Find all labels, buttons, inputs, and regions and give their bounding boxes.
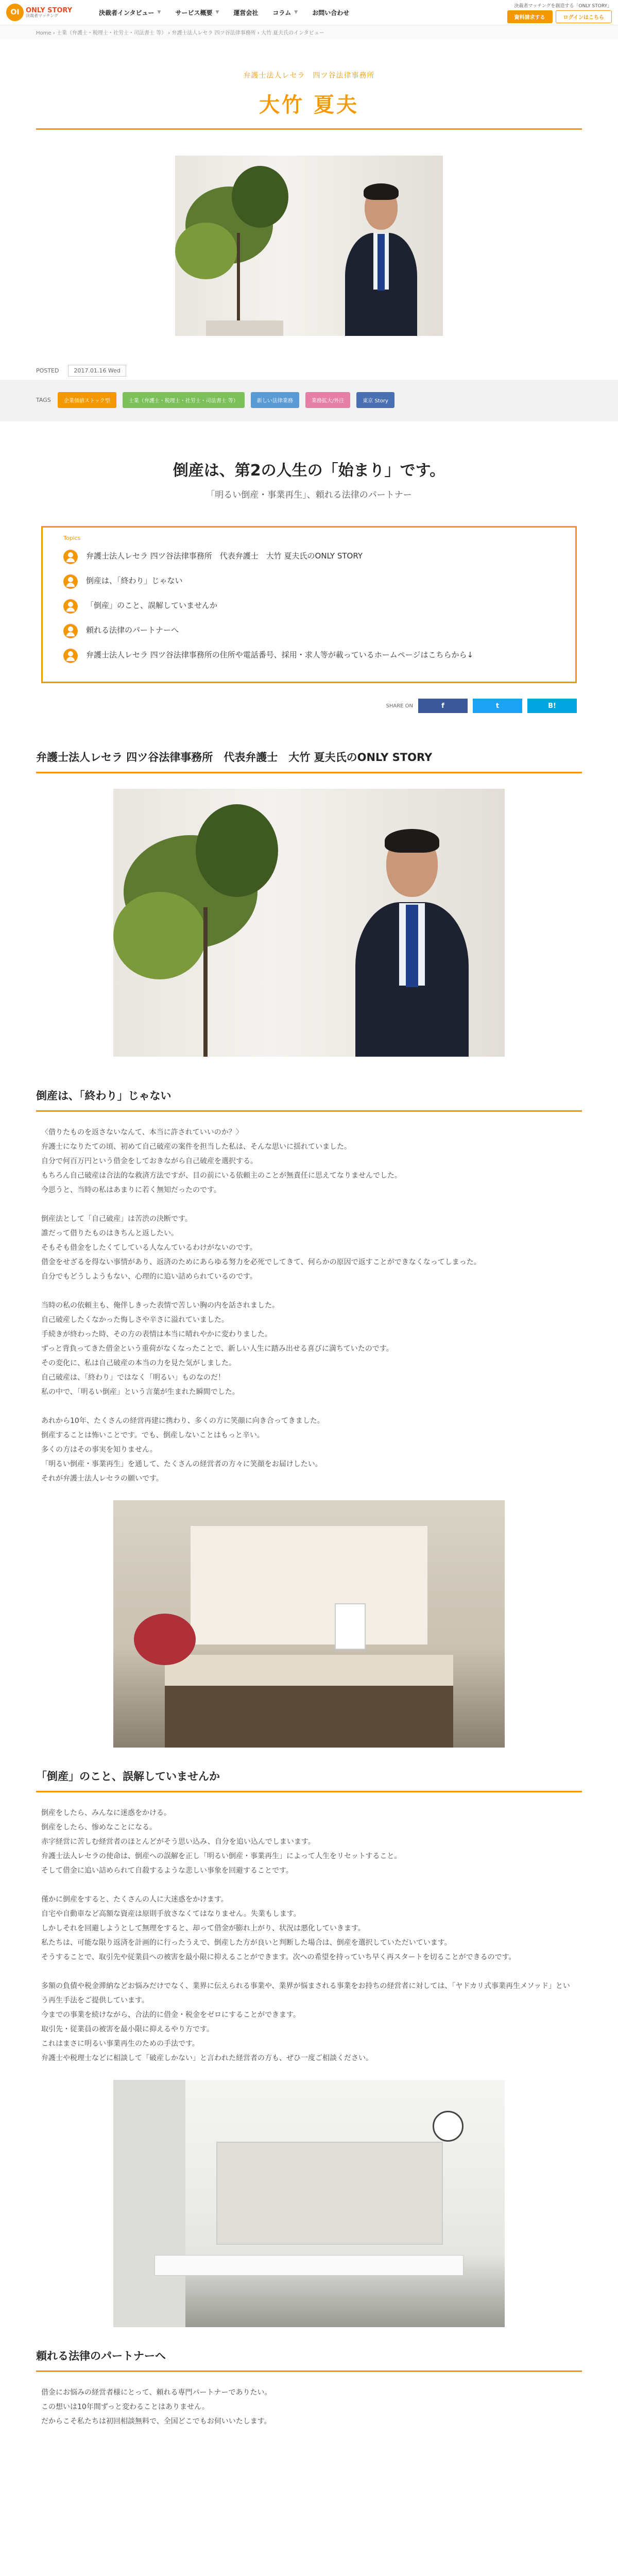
login-button[interactable]: ログインはこちら (556, 10, 612, 23)
tag[interactable]: 業務拡大/外注 (305, 392, 350, 408)
person-icon (63, 649, 78, 663)
portrait-photo-2 (113, 789, 505, 1057)
room-shelf (216, 2142, 443, 2245)
nav-label: 決裁者インタビュー (99, 9, 154, 16)
paragraph: 借金にお悩みの経営者様にとって、頼れる専門パートナーでありたい。 この想いは10年間ずっと変わることはありません。 だからこそ私たちは初回相談無料で、全国どこでもお伺いいたします。 (41, 2388, 272, 2426)
main-nav (99, 8, 349, 17)
header-buttons (507, 10, 612, 23)
hatena-share-button[interactable]: B! (527, 699, 577, 713)
tag[interactable]: 士業（弁護士・税理士・社労士・司法書士 等） (123, 392, 245, 408)
reception-base (165, 1686, 453, 1748)
nav-label: コラム (272, 9, 291, 16)
section-body (41, 2385, 577, 2429)
intro (0, 421, 618, 513)
section-heading: 「倒産」のこと、誤解していませんか (36, 1768, 582, 1792)
paragraph: 〈借りたものを返さないなんて、本当に許されていいのか？〉 弁護士になりたての頃、初めて自己破産の案件を担当した私は、そんな思いに揺れていました。 自分で何百万円という借金をしておきながら自己破産を選択する。 もちろん自己破産は合法的な救済方法ですが、目の前にいる依頼主のことが無責任に思えてなりませんでした。 今思うと、当時の私はあまりに若く無知だったのです。 (41, 1128, 402, 1194)
firm-name: 弁護士法人レセラ 四ツ谷法律事務所 (243, 72, 375, 80)
twitter-share-button[interactable]: t (473, 699, 522, 713)
tags-label: TAGS (36, 397, 51, 403)
chevron-down-icon: ▼ (294, 10, 298, 15)
plant-image (232, 166, 288, 228)
person-tie (406, 905, 418, 987)
room-table (154, 2255, 464, 2276)
nav-item-contact[interactable] (312, 8, 349, 17)
paragraph: あれから10年、たくさんの経営再建に携わり、多くの方に笑顔に向き合ってきました。 倒産することは怖いことです。でも、倒産しないことはもっと辛い。 多くの方はその事実を知りません。 「明るい倒産・事業再生」を通して、たくさんの経営者の方々に笑顔をお届けしたい。 それが弁護士法人レセラの願いです。 (41, 1417, 324, 1483)
intro-title: 倒産は、第2の人生の「始まり」です。 (173, 462, 445, 480)
header-tagline: 決裁者マッチングを創造する「ONLY STORY」 (514, 3, 612, 9)
person-hair (385, 829, 439, 853)
tags-band (0, 380, 618, 421)
toc-item-text: 「倒産」のこと、誤解していませんか (86, 601, 218, 610)
paragraph: 僅かに倒産をすると、たくさんの人に大迷惑をかけます。 自宅や自動車など高額な資産は原則手放さなくてはなりません。失業もします。 しかしそれを回避しようとして無理をすると、却って借金が膨れ上がり、状況は悪化していきます。 私たちは、可能な限り返済を計画的に行ったうえで、倒産した方が良いと判断した場合は、倒産を選択していただいています。 そうすることで、取引先や従業員への被害を最小限に抑えることができます。次への希望を持っていち早く再スタートを切ることができるのです。 (41, 1895, 516, 1961)
plant-pot (206, 320, 283, 336)
title-underline (36, 128, 582, 130)
clock-icon (433, 2111, 464, 2142)
breadcrumb[interactable]: Home › 士業（弁護士・税理士・社労士・司法書士 等） › 弁護士法人レセラ 四ツ谷法律事務所 › 大竹 夏夫氏のインタビュー (0, 25, 618, 39)
intro-subtitle: 「明るい倒産・事業再生」、頼れる法律のパートナー (206, 490, 412, 500)
share-label: SHARE ON (386, 703, 413, 709)
table-of-contents (41, 526, 577, 683)
toc-item[interactable] (63, 569, 555, 594)
reception-photo (113, 1500, 505, 1748)
share-bar (41, 699, 577, 713)
toc-item-text: 弁護士法人レセラ 四ツ谷法律事務所の住所や電話番号、採用・求人等が載っているホームページはこちらから↓ (86, 650, 474, 659)
section-body (41, 1806, 577, 2065)
facebook-share-button[interactable]: f (418, 699, 468, 713)
nav-item-interviews[interactable] (99, 8, 161, 17)
flower-image (134, 1614, 196, 1665)
page-title: 大竹 夏夫 (259, 93, 359, 117)
logo-name: ONLY STORY (26, 6, 73, 14)
interview-hero (0, 39, 618, 150)
paragraph: 倒産法として「自己破産」は苦渋の決断です。 誰だって借りたものはきちんと返したい。 そもそも借金をしたくてしている人なんているわけがないのです。 借金をせざるを得ない事情があり、返済のためにあらゆる努力を必死でしてきて、何らかの原因で返すことができなくなってしまった。 自分でもどうしようもない、心理的に追い詰められているのです。 (41, 1215, 481, 1281)
portrait-photo (175, 156, 443, 336)
person-icon (63, 599, 78, 614)
toc-item[interactable] (63, 619, 555, 643)
reception-wall (191, 1526, 427, 1645)
request-docs-button[interactable]: 資料請求する (507, 10, 553, 23)
post-meta (0, 365, 618, 377)
toc-label: Topics (63, 535, 81, 541)
frame (335, 1603, 366, 1650)
paragraph: 当時の私の依頼主も、俺伴しきった表情で苦しい胸の内を話されました。 自己破産したくなかった悔しさや辛さに溢れていました。 手続きが終わった時、その方の表情は本当に晴れやかに変わりました。 ずっと背負ってきた借金という重荷がなくなったことで、新しい人生に踏み出せる喜びに満ちていたのです。 その変化に、私は自己破産の本当の力を見た気がしました。 自己破産は、「終わり」ではなく「明るい」ものなのだ！ 私の中で、「明るい倒産」という言葉が生まれた瞬間でした。 (41, 1301, 393, 1396)
meeting-room-photo (113, 2080, 505, 2327)
nav-label: 運営会社 (233, 9, 259, 16)
section-body (41, 1125, 577, 1486)
tag[interactable]: 東京 Story (356, 392, 394, 408)
tag[interactable]: 新しい法律業務 (251, 392, 299, 408)
nav-item-company[interactable] (233, 8, 258, 17)
chevron-down-icon: ▼ (157, 10, 161, 15)
nav-item-column[interactable] (272, 8, 298, 17)
chevron-down-icon: ▼ (215, 10, 219, 15)
plant-image (196, 804, 278, 897)
person-icon (63, 574, 78, 589)
person-hair (364, 183, 399, 200)
section-heading: 倒産は、「終わり」じゃない (36, 1088, 582, 1112)
paragraph: 多額の負債や税金滞納などお悩みだけでなく、業界に伝えられる事業や、業界が悩まされる事業をお持ちの経営者に対しては、「ヤドカリ式事業再生メソッド」という再生手法をご提供しています。 今までの事業を続けながら、合法的に借金・税金をゼロにすることができます。 取引先・従業員の被害を最小限に抑えるやり方です。 これはまさに明るい事業再生のための手法です。 弁護士や税理士などに相談して「破産しかない」と言われた経営者の方も、ぜひ一度ご相談ください。 (41, 1982, 570, 2062)
toc-item[interactable] (63, 545, 555, 569)
toc-item-text: 弁護士法人レセラ 四ツ谷法律事務所 代表弁護士 大竹 夏夫氏のONLY STORY (86, 551, 363, 561)
tag[interactable]: 企業価値ストック型 (58, 392, 116, 408)
person-icon (63, 550, 78, 564)
person-icon (63, 624, 78, 638)
nav-label: サービス概要 (175, 9, 213, 16)
plant-stem (203, 907, 208, 1057)
logo-text (26, 7, 72, 18)
section-heading: 頼れる法律のパートナーへ (36, 2348, 582, 2372)
section-heading: 弁護士法人レセラ 四ツ谷法律事務所 代表弁護士 大竹 夏夫氏のONLY STORY (36, 749, 582, 773)
toc-item-text: 頼れる法律のパートナーへ (86, 625, 179, 635)
toc-item-text: 倒産は、「終わり」じゃない (86, 576, 183, 585)
plant-image (113, 892, 206, 979)
tag-list (0, 380, 618, 408)
nav-label: お問い合わせ (312, 9, 350, 16)
site-header (0, 0, 618, 25)
posted-date: 2017.01.16 Wed (68, 365, 126, 377)
posted-label: POSTED (36, 367, 59, 374)
plant-image (175, 223, 237, 279)
person-tie (377, 234, 385, 291)
nav-item-service[interactable] (175, 8, 219, 17)
header-actions (507, 2, 612, 23)
paragraph: 倒産をしたら、みんなに迷惑をかける。 倒産をしたら、惨めなことになる。 赤字経営に苦しむ経営者のほとんどがそう思い込み、自分を追い込んでしまいます。 弁護士法人レセラの使命は、倒産への誤解を正し「明るい倒産・事業再生」によって人生をリセットすること。 そして借金に追い詰められて自殺するような悲しい事象を回避することです。 (41, 1809, 402, 1875)
site-logo[interactable] (6, 4, 83, 21)
toc-item[interactable] (63, 643, 555, 668)
logo-sub: 決裁者マッチング (26, 13, 59, 18)
logo-mark: OI (6, 4, 24, 21)
room-window (113, 2080, 185, 2327)
reception-counter (165, 1655, 453, 1686)
toc-item[interactable] (63, 594, 555, 619)
